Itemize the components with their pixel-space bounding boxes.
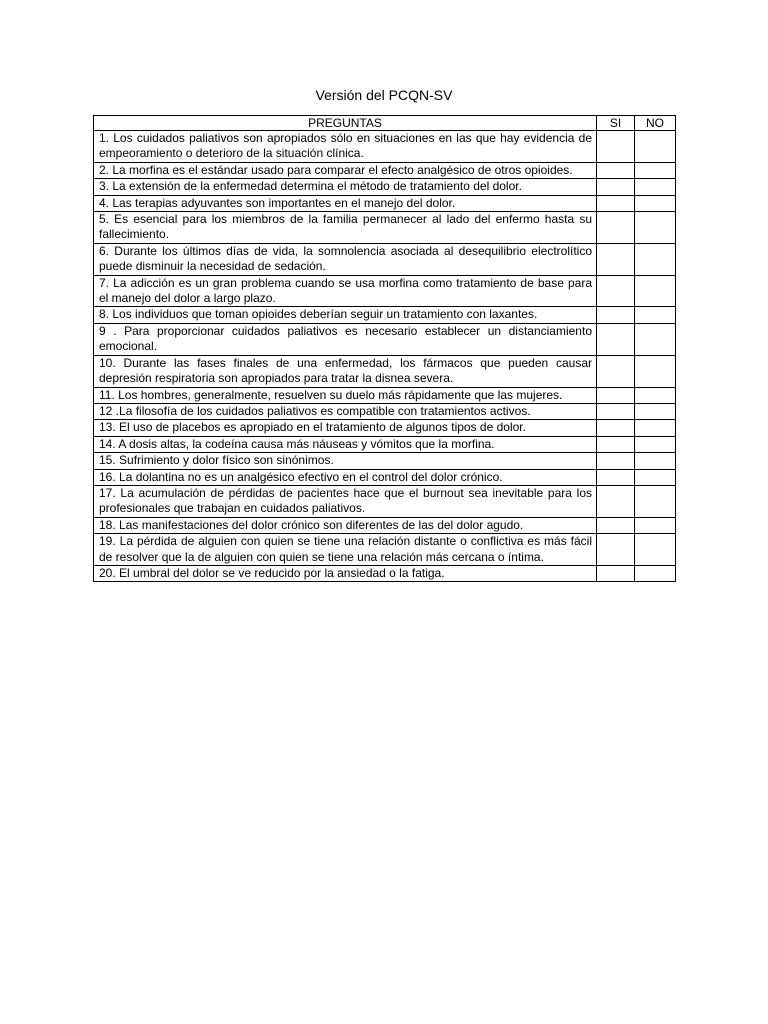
question-text: 9 . Para proporcionar cuidados paliativos es necesario establecer un distanciamiento emocional. (94, 323, 597, 355)
table-row (94, 565, 676, 581)
question-text: 3. La extensión de la enfermedad determina el método de tratamiento del dolor. (94, 179, 597, 195)
answer-si-cell[interactable] (597, 323, 635, 355)
table-row (94, 534, 676, 566)
question-text: 16. La dolantina no es un analgésico efectivo en el control del dolor crónico. (94, 469, 597, 485)
answer-no-cell[interactable] (635, 436, 676, 452)
table-row (94, 453, 676, 469)
question-text: 12 .La filosofía de los cuidados paliativos es compatible con tratamientos activos. (94, 403, 597, 419)
question-text: 5. Es esencial para los miembros de la familia permanecer al lado del enfermo hasta su fallecimiento. (94, 212, 597, 244)
answer-si-cell[interactable] (597, 403, 635, 419)
answer-si-cell[interactable] (597, 355, 635, 387)
table-row (94, 355, 676, 387)
answer-no-cell[interactable] (635, 195, 676, 211)
answer-no-cell[interactable] (635, 403, 676, 419)
question-text: 17. La acumulación de pérdidas de pacientes hace que el burnout sea inevitable para los profesionales que trabajan en cuidados paliativos. (94, 485, 597, 517)
question-text: 4. Las terapias adyuvantes son importantes en el manejo del dolor. (94, 195, 597, 211)
answer-no-cell[interactable] (635, 420, 676, 436)
question-text: 15. Sufrimiento y dolor físico son sinónimos. (94, 453, 597, 469)
questionnaire-table (93, 115, 676, 582)
answer-si-cell[interactable] (597, 162, 635, 178)
question-text: 8. Los individuos que toman opioides deberían seguir un tratamiento con laxantes. (94, 307, 597, 323)
question-text: 2. La morfina es el estándar usado para comparar el efecto analgésico de otros opioides. (94, 162, 597, 178)
question-text: 14. A dosis altas, la codeína causa más náuseas y vómitos que la morfina. (94, 436, 597, 452)
answer-si-cell[interactable] (597, 565, 635, 581)
answer-si-cell[interactable] (597, 275, 635, 307)
answer-no-cell[interactable] (635, 275, 676, 307)
answer-no-cell[interactable] (635, 387, 676, 403)
table-row (94, 212, 676, 244)
table-row (94, 517, 676, 533)
table-row (94, 436, 676, 452)
question-text: 20. El umbral del dolor se ve reducido por la ansiedad o la fatiga. (94, 565, 597, 581)
answer-no-cell[interactable] (635, 212, 676, 244)
table-row (94, 469, 676, 485)
answer-no-cell[interactable] (635, 179, 676, 195)
table-row (94, 162, 676, 178)
answer-si-cell[interactable] (597, 420, 635, 436)
answer-si-cell[interactable] (597, 131, 635, 163)
table-row (94, 485, 676, 517)
table-row (94, 179, 676, 195)
answer-no-cell[interactable] (635, 485, 676, 517)
question-text: 19. La pérdida de alguien con quien se tiene una relación distante o conflictiva es más fácil de resolver que la de alguien con quien se tiene una relación más cercana o íntima. (94, 534, 597, 566)
answer-si-cell[interactable] (597, 469, 635, 485)
answer-si-cell[interactable] (597, 534, 635, 566)
answer-si-cell[interactable] (597, 485, 635, 517)
answer-no-cell[interactable] (635, 517, 676, 533)
question-text: 13. El uso de placebos es apropiado en el tratamiento de algunos tipos de dolor. (94, 420, 597, 436)
question-text: 1. Los cuidados paliativos son apropiados sólo en situaciones en las que hay evidencia de empeoramiento o deterioro de la situación clínica. (94, 131, 597, 163)
answer-no-cell[interactable] (635, 243, 676, 275)
answer-si-cell[interactable] (597, 453, 635, 469)
answer-si-cell[interactable] (597, 243, 635, 275)
answer-no-cell[interactable] (635, 565, 676, 581)
answer-no-cell[interactable] (635, 323, 676, 355)
table-row (94, 243, 676, 275)
question-text: 18. Las manifestaciones del dolor crónico son diferentes de las del dolor agudo. (94, 517, 597, 533)
question-text: 10. Durante las fases finales de una enfermedad, los fármacos que pueden causar depresión respiratoria son apropiados para tratar la disnea severa. (94, 355, 597, 387)
table-row (94, 387, 676, 403)
table-header-row (94, 116, 676, 131)
table-row (94, 420, 676, 436)
answer-si-cell[interactable] (597, 212, 635, 244)
table-row (94, 131, 676, 163)
answer-no-cell[interactable] (635, 131, 676, 163)
column-header-si: SI (597, 116, 635, 131)
answer-no-cell[interactable] (635, 469, 676, 485)
table-row (94, 307, 676, 323)
answer-no-cell[interactable] (635, 534, 676, 566)
table-row (94, 195, 676, 211)
answer-si-cell[interactable] (597, 307, 635, 323)
answer-si-cell[interactable] (597, 195, 635, 211)
answer-si-cell[interactable] (597, 436, 635, 452)
answer-no-cell[interactable] (635, 453, 676, 469)
table-row (94, 275, 676, 307)
answer-no-cell[interactable] (635, 355, 676, 387)
answer-si-cell[interactable] (597, 517, 635, 533)
table-row (94, 403, 676, 419)
page-title: Versión del PCQN-SV (315, 87, 453, 103)
question-text: 6. Durante los últimos días de vida, la somnolencia asociada al desequilibrio electrolítico puede disminuir la necesidad de sedación. (94, 243, 597, 275)
column-header-no: NO (635, 116, 676, 131)
answer-si-cell[interactable] (597, 179, 635, 195)
questionnaire-body (94, 131, 676, 582)
question-text: 7. La adicción es un gran problema cuando se usa morfina como tratamiento de base para el manejo del dolor a largo plazo. (94, 275, 597, 307)
table-row (94, 323, 676, 355)
answer-no-cell[interactable] (635, 307, 676, 323)
answer-no-cell[interactable] (635, 162, 676, 178)
answer-si-cell[interactable] (597, 387, 635, 403)
column-header-questions: PREGUNTAS (94, 116, 597, 131)
question-text: 11. Los hombres, generalmente, resuelven su duelo más rápidamente que las mujeres. (94, 387, 597, 403)
